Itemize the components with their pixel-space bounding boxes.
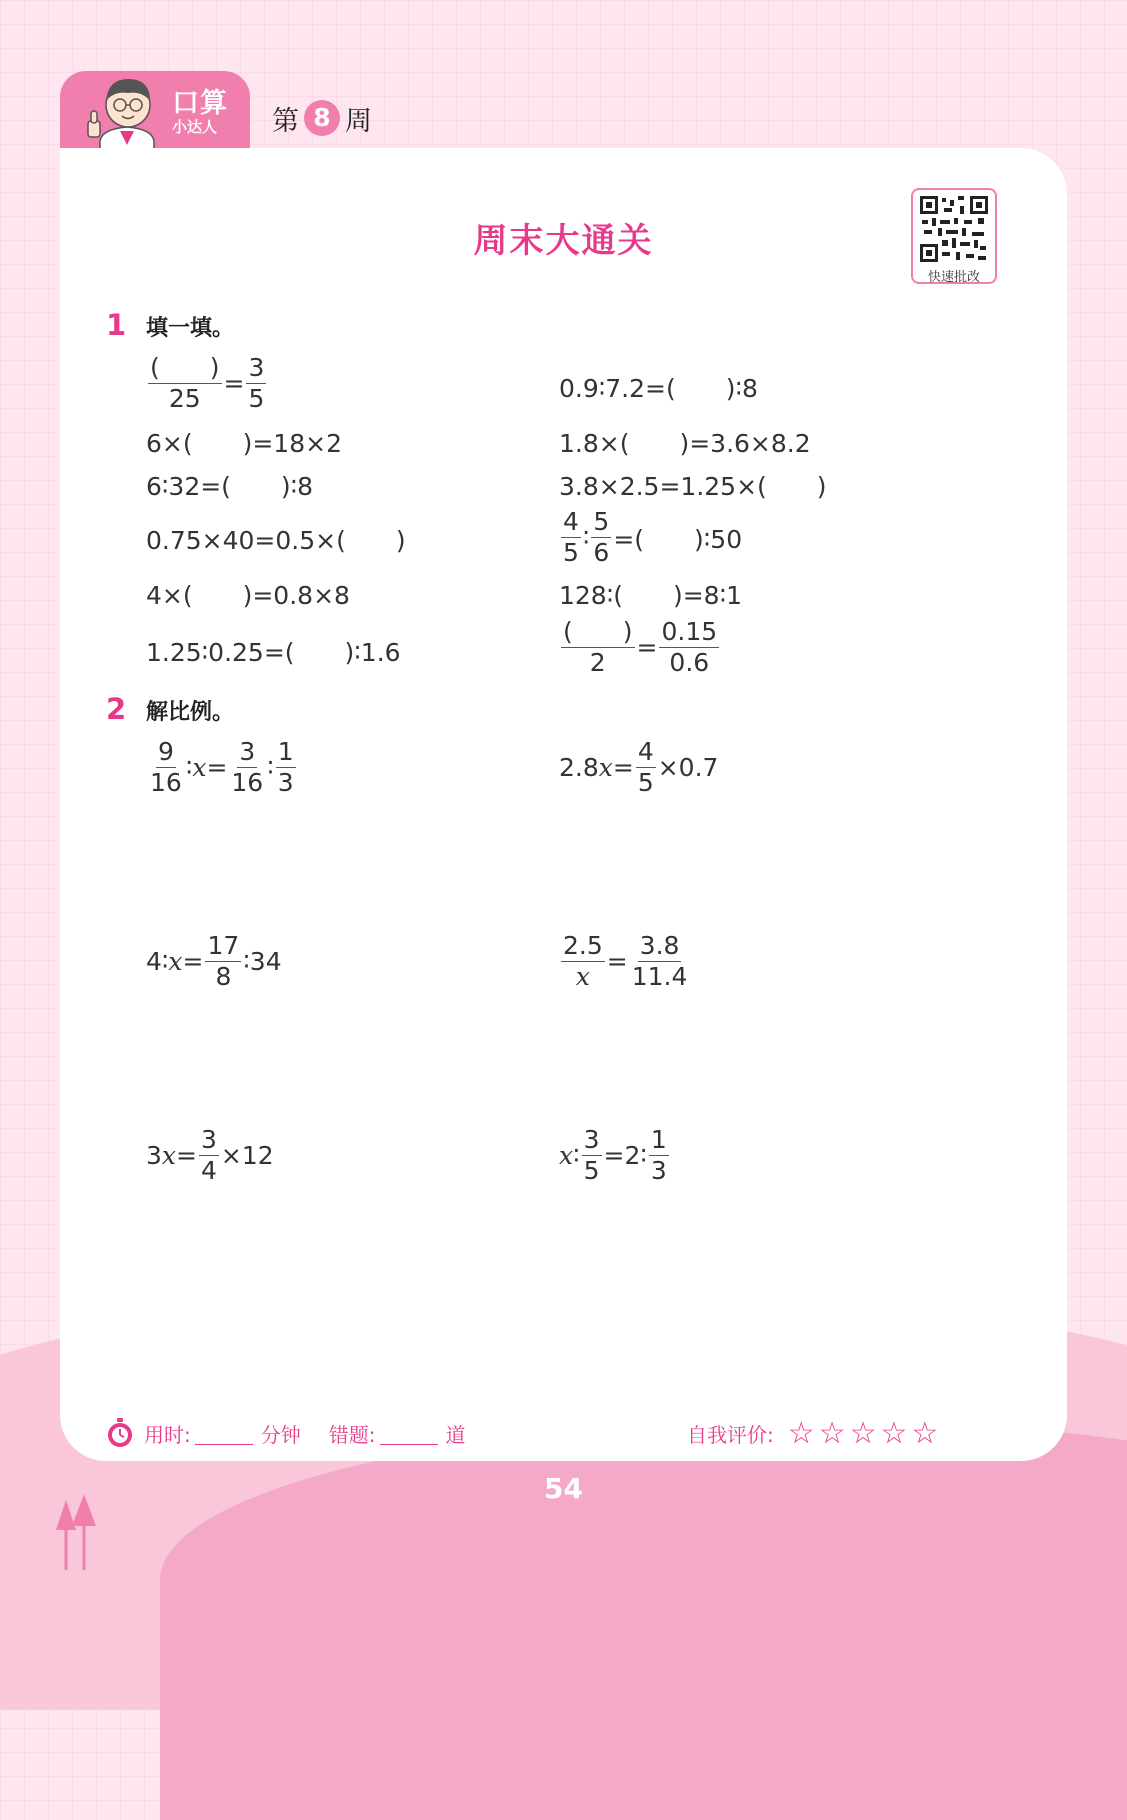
fraction: [659, 618, 719, 677]
qr-code-icon: [920, 196, 988, 262]
equation-text: =( )∶50: [613, 524, 743, 554]
variable-x: x: [161, 1141, 177, 1170]
fraction: [199, 1126, 219, 1185]
equation-text: 6×( )=18×2: [146, 429, 342, 458]
qr-code-box[interactable]: [911, 188, 997, 284]
fill-item-1a: [146, 354, 268, 413]
tab-subtitle: 小达人: [172, 118, 218, 136]
equation-text: =2∶: [603, 1141, 647, 1170]
fraction: [148, 354, 222, 413]
fraction-numerator: 1: [277, 737, 294, 766]
star-icon[interactable]: ☆: [818, 1415, 846, 1451]
qr-label: 快速批改: [927, 270, 980, 285]
fraction: [561, 618, 635, 677]
star-icon[interactable]: ☆: [911, 1415, 939, 1451]
worksheet-card: [60, 148, 1067, 1461]
coefficient: 2.8: [559, 753, 599, 782]
week-suffix: 周: [345, 105, 372, 137]
fraction: [229, 738, 265, 797]
fraction: [591, 508, 611, 567]
equation-text: 6∶32=( )∶8: [146, 472, 314, 501]
star-icon[interactable]: ☆: [849, 1415, 877, 1451]
stopwatch-icon: [106, 1418, 134, 1448]
footer-time-errors: [106, 1414, 466, 1452]
fraction: [205, 932, 241, 991]
fraction: [246, 354, 266, 413]
fraction: [630, 932, 690, 991]
page-title: 周末大通关: [473, 221, 654, 261]
equation-text: 3.8×2.5=1.25×( ): [559, 472, 827, 501]
self-evaluation: [687, 1414, 938, 1452]
proportion-problem-4[interactable]: [559, 932, 691, 991]
coefficient: 3: [146, 1141, 162, 1170]
proportion-problem-3[interactable]: [146, 932, 282, 991]
fraction-numerator: 4: [563, 507, 579, 536]
errors-label: 错题:: [328, 1422, 376, 1447]
mascot-boy-icon: [82, 71, 172, 155]
section-2-number: 2: [106, 692, 127, 726]
section-1-label: 填一填。: [146, 316, 235, 341]
fraction-numerator: 3: [583, 1125, 600, 1154]
fill-item-6a[interactable]: [146, 633, 401, 669]
equation-text: ×12: [220, 1141, 274, 1170]
time-input[interactable]: [195, 1422, 253, 1445]
fraction-numerator: 0.15: [661, 617, 718, 646]
fraction-denominator: 3: [650, 1156, 667, 1185]
equation-text: 0.75×40=0.5×( ): [146, 526, 406, 555]
fraction-numerator: 3: [239, 737, 256, 766]
fraction: [561, 932, 605, 991]
fill-item-4b[interactable]: [559, 508, 742, 567]
fraction-denominator: 11.4: [631, 962, 688, 991]
fraction: [148, 738, 184, 797]
fraction-numerator: 4: [637, 737, 654, 766]
self-eval-label: 自我评价:: [687, 1422, 774, 1447]
fraction-denominator: 6: [593, 538, 610, 567]
section-2-label: 解比例。: [146, 700, 235, 725]
equation-text: 0.9∶7.2=( )∶8: [559, 374, 758, 403]
fill-item-2b[interactable]: [559, 424, 811, 460]
week-label: [272, 96, 372, 140]
ratio-colon: ∶: [582, 523, 590, 552]
ratio-colon: ∶: [573, 1141, 580, 1170]
equals-sign: =: [206, 753, 228, 782]
fraction-denominator: 5: [248, 384, 265, 413]
questions-label: 道: [445, 1422, 466, 1447]
fraction-denominator: 4: [200, 1156, 217, 1185]
equals-sign: =: [636, 633, 658, 662]
equals-sign: =: [223, 369, 245, 398]
fraction: [276, 738, 296, 797]
proportion-problem-5[interactable]: [146, 1126, 274, 1185]
fraction-denominator: 5: [563, 538, 579, 567]
fraction-denominator: 16: [231, 768, 264, 797]
variable-x: x: [192, 753, 207, 782]
fraction-denominator: 25: [168, 384, 201, 413]
fraction-numerator: 3.8: [639, 931, 680, 960]
equals-sign: =: [612, 753, 634, 782]
star-icon[interactable]: ☆: [787, 1415, 815, 1451]
star-icon[interactable]: ☆: [880, 1415, 908, 1451]
variable-x: x: [168, 947, 183, 976]
equation-text: 1.8×( )=3.6×8.2: [559, 429, 811, 458]
fill-item-5b[interactable]: [559, 576, 742, 612]
fraction-denominator: 5: [637, 768, 654, 797]
fraction-numerator: 2.5: [563, 931, 603, 960]
fraction-numerator: 1: [650, 1125, 667, 1154]
tree-decoration-icon: [52, 1490, 98, 1570]
variable-x: x: [575, 962, 590, 991]
fraction-numerator: 5: [593, 507, 610, 536]
tab-title: 口算: [172, 88, 228, 119]
fraction-numerator: 3: [248, 353, 265, 382]
fraction: [561, 508, 581, 567]
equation-text: 4∶: [146, 947, 169, 976]
equals-sign: =: [176, 1141, 197, 1170]
fraction-denominator: 0.6: [669, 648, 710, 677]
fraction-denominator: 5: [583, 1156, 600, 1185]
variable-x: x: [598, 753, 613, 782]
fill-item-3a[interactable]: [146, 467, 313, 503]
fraction: [582, 1126, 602, 1185]
minutes-label: 分钟: [260, 1422, 301, 1447]
proportion-problem-1[interactable]: [146, 738, 298, 797]
fraction: [636, 738, 656, 797]
variable-x: x: [559, 1141, 574, 1170]
fraction-denominator: 8: [215, 962, 232, 991]
equation-text: 1.25∶0.25=( )∶1.6: [146, 638, 401, 667]
equals-sign: =: [182, 947, 204, 976]
time-label: 用时:: [144, 1422, 191, 1447]
fraction-numerator[interactable]: ( ): [150, 353, 220, 382]
equation-text: 128∶( )=8∶1: [559, 581, 742, 610]
fill-item-4a[interactable]: [146, 521, 406, 557]
fraction-denominator: 2: [589, 648, 606, 677]
fraction: [649, 1126, 669, 1185]
week-number-badge: 8: [304, 100, 340, 136]
fraction-numerator: 9: [157, 737, 174, 766]
fraction-numerator: 3: [200, 1125, 217, 1154]
ratio-colon: ∶: [267, 753, 274, 782]
equals-sign: =: [606, 947, 628, 976]
errors-input[interactable]: [380, 1422, 438, 1445]
fraction-numerator: 17: [207, 931, 240, 960]
proportion-problem-6[interactable]: [559, 1126, 671, 1185]
fill-item-1b[interactable]: [559, 369, 758, 405]
fill-item-5a[interactable]: [146, 576, 350, 612]
equation-text: ×0.7: [657, 753, 719, 782]
section-1-number: 1: [106, 308, 127, 342]
fraction-numerator[interactable]: ( ): [563, 617, 633, 646]
fill-item-6b: [559, 618, 721, 677]
ratio-colon: ∶: [185, 753, 193, 782]
week-prefix: 第: [272, 105, 299, 137]
fill-item-3b[interactable]: [559, 467, 827, 503]
equation-text: ∶34: [243, 947, 282, 976]
fraction-denominator: 3: [277, 768, 294, 797]
fill-item-2a[interactable]: [146, 424, 342, 460]
equation-text: 4×( )=0.8×8: [146, 581, 350, 610]
fraction-denominator: 16: [150, 768, 182, 797]
proportion-problem-2[interactable]: [559, 738, 718, 797]
page-number: 54: [544, 1472, 583, 1505]
